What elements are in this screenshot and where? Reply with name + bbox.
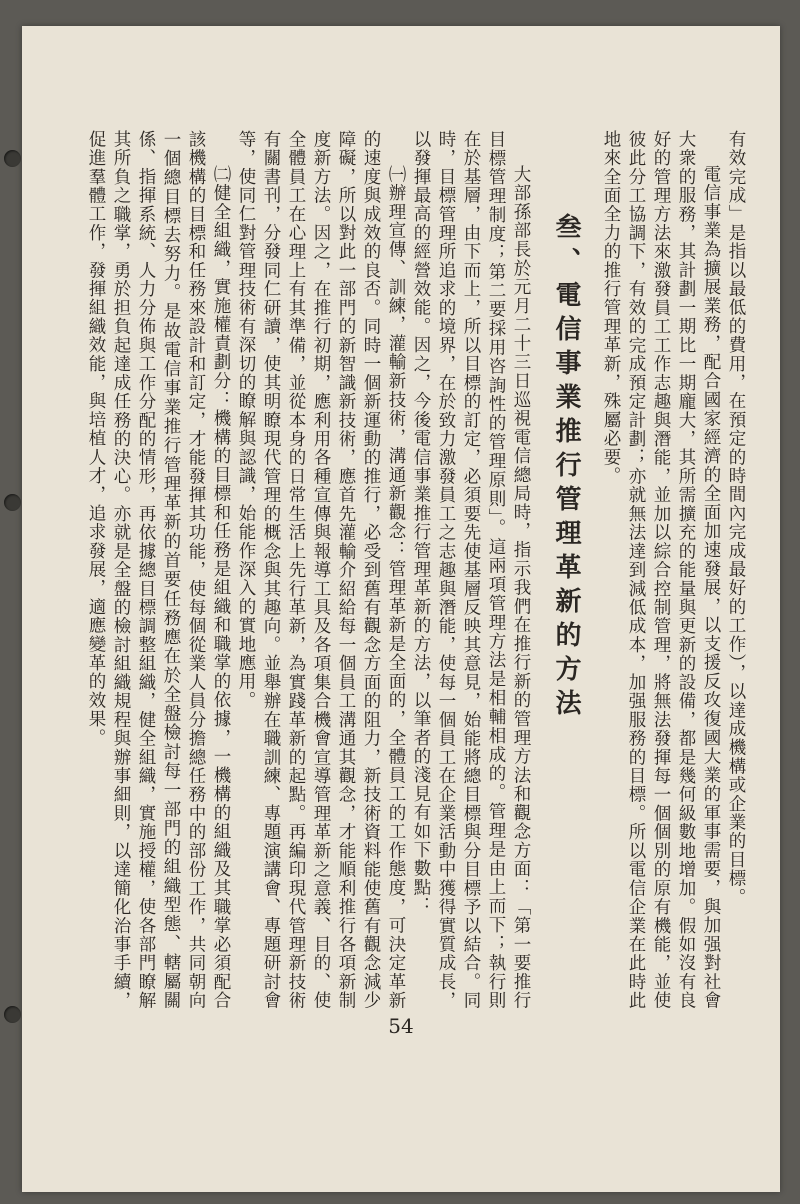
binding-hole [4,1006,21,1023]
paragraph-minister-instruction: 大部孫部長於元月二十三日巡視電信總局時，指示我們在推行新的管理方法和觀念方面：「第一要推行目標管理制度；第二要採用咨詢性的管理原則」。這兩項管理方法是相輔相成的。管理是由上而下；執行則在於基層，由下而上，所以目標的訂定，必須要先使基層反映其意見，始能將總目標與分目標予以結合。同時，目標管理所追求的境界，在於致力激發員工之志趣與潛能，使每一個員工在企業活動中獲得實質成長，以發揮最高的經營效能。因之，今後電信事業推行管理革新的方法，以筆者的淺見有如下數點： [411,130,531,1010]
document-page [22,26,780,1192]
binding-hole [4,494,21,511]
section-heading: 叁、電信事業推行管理革新的方法 [551,213,581,724]
paragraph-continuation: 有效完成」是指以最低的費用，在預定的時間內完成最好的工作），以達成機構或企業的目標。 [726,130,746,907]
vertical-text-body [78,130,748,1010]
paragraph-point-1-training: ㈠辦理宣傳、訓練，灌輸新技術，溝通新觀念：管理革新是全面的，全體員工的工作態度，可決定革新的速度與成效的良否。同時一個新運動的推行，必受到舊有觀念方面的阻力，新技術資料能使舊有觀念減少障礙，所以對此一部門的新智識新技術，應首先灌輸介紹給每一個員工溝通其觀念，才能順利推行各項新制度新方法。因之，在推行初期，應利用各種宣傳與報導工具及各項集合機會宣導管理革新之意義、目的、使全體員工在心理上有其準備，並從本身的日常生活上先行革新，為實踐革新的起點。再編印現代管理新技術有關書刊，分發同仁研讀，使其明瞭現代管理的概念與其趣向。並舉辦在職訓練、專題演講會、專題研討會等，使同仁對管理技術有深切的瞭解與認識，始能作深入的實地應用。 [236,130,406,1010]
binding-hole [4,150,21,167]
paragraph-point-2-organization: ㈡健全組織，實施權責劃分：機構的目標和任務是組織和職掌的依據，一機構的組織及其職掌必須配合該機構的目標和任務來設計和訂定，才能發揮其功能，使每個從業人員分擔總任務中的部份工作，共同朝向一個總目標去努力。是故電信事業推行管理革新的首要任務應在於全盤檢討每一部門的組織型態、轄屬關係、指揮系統、人力分佈與工作分配的情形，再依據總目標調整組織，健全組織，實施授權，使各部門瞭解其所負之職掌，勇於担負起達成任務的決心。亦就是全盤的檢討組織規程與辦事細則，以達簡化治事手續，促進羣體工作，發揮組織效能，與培植人才，追求發展，適應變革的效果。 [86,130,231,1010]
paragraph-telecom-expansion: 電信事業為擴展業務，配合國家經濟的全面加速發展，以支援反攻復國大業的軍事需要，與加强對社會大衆的服務，其計劃一期比一期龐大，其所需擴充的能量與更新的設備，都是幾何級數地增加。假如沒有良好的管理方法來激發員工工作志趣與潛能，並加以綜合控制管理，將無法發揮每一個個別的原有機能，並使彼此分工協調下，有效的完成預定計劃；亦就無法達到減低成本，加强服務的目標。所以電信企業在此時此地來全面全力的推行管理革新，殊屬必要。 [601,130,721,1010]
page-number: 54 [388,1014,414,1038]
